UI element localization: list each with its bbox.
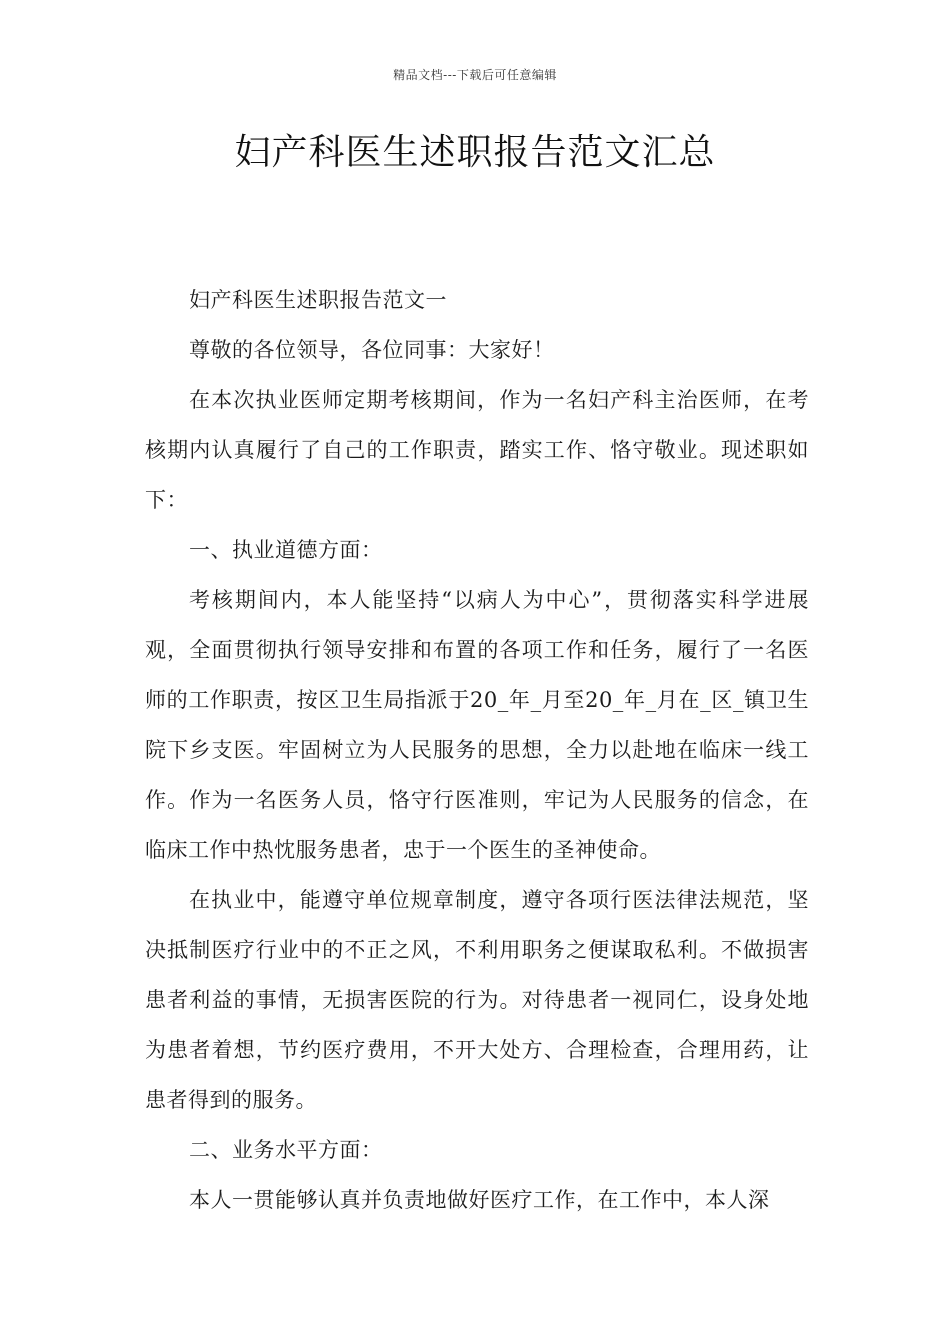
paragraph-greeting: 尊敬的各位领导，各位同事：大家好！	[189, 338, 555, 362]
header-note: 精品文档---下载后可任意编辑	[393, 68, 557, 82]
paragraph-intro: 在本次执业医师定期考核期间，作为一名妇产科主治医师，在考核期内认真履行了自己的工作职责，踏实工作、恪守敬业。现述职如下：	[145, 388, 809, 512]
paragraph-ethics-2: 在执业中，能遵守单位规章制度，遵守各项行医法律法规范，坚决抵制医疗行业中的不正之风，不利用职务之便谋取私利。不做损害患者利益的事情，无损害医院的行为。对待患者一视同仁，设身处地为患者着想，节约医疗费用，不开大处方、合理检查，合理用药，让患者得到的服务。	[145, 888, 809, 1112]
document-body	[145, 275, 809, 1225]
paragraph-ethics-1: 考核期间内，本人能坚持“以病人为中心”，贯彻落实科学进展观，全面贯彻执行领导安排和布置的各项工作和任务，履行了一名医师的工作职责，按区卫生局指派于20_年_月至20_年_月在_区_镇卫生院下乡支医。牢固树立为人民服务的思想，全力以赴地在临床一线工作。作为一名医务人员，恪守行医准则，牢记为人民服务的信念，在临床工作中热忱服务患者，忠于一个医生的圣神使命。	[145, 588, 809, 862]
section-heading-skills: 二、业务水平方面：	[189, 1138, 383, 1162]
paragraph-subtitle: 妇产科医生述职报告范文一	[189, 288, 447, 312]
section-heading-ethics: 一、执业道德方面：	[189, 538, 383, 562]
paragraph-skills-1: 本人一贯能够认真并负责地做好医疗工作，在工作中，本人深	[189, 1188, 770, 1212]
document-title: 妇产科医生述职报告范文汇总	[234, 132, 716, 173]
